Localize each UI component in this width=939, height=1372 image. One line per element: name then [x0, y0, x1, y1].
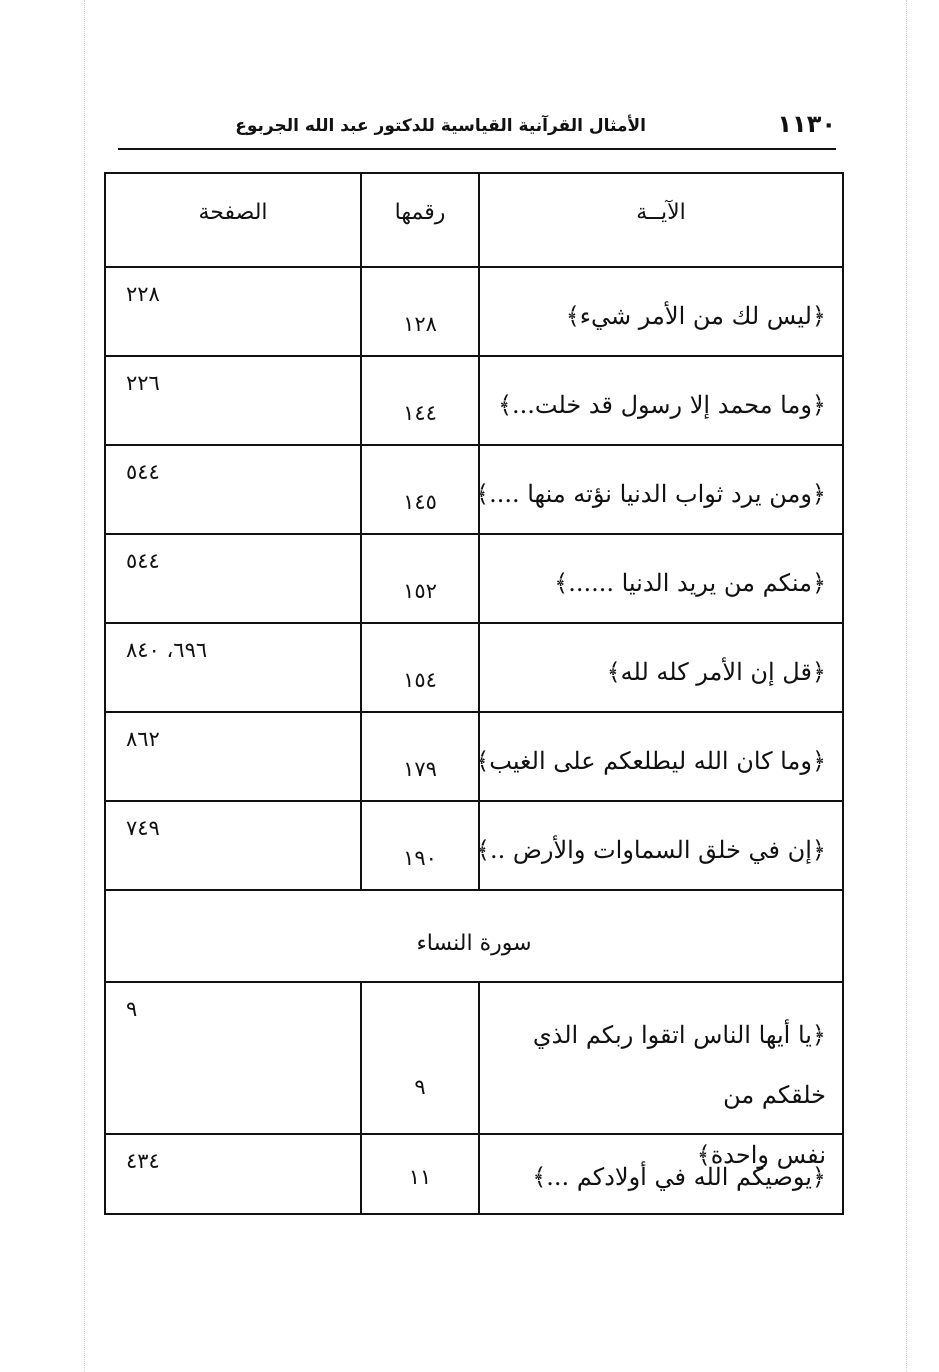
page-ref: ٢٢٦ [126, 371, 160, 395]
verse-text: ﴿إن في خلق السماوات والأرض ..﴾ [475, 836, 826, 864]
table-row [106, 802, 842, 891]
verse-text: ﴿ومن يرد ثواب الدنيا نؤته منها ....﴾ [475, 480, 826, 508]
page-header [118, 110, 836, 150]
page-ref: ٤٣٤ [126, 1149, 160, 1173]
verse-text: ﴿وما كان الله ليطلعكم على الغيب﴾ [475, 747, 826, 775]
verse-line: نفس واحدة﴾ [696, 1141, 826, 1169]
page-ref: ٥٤٤ [126, 460, 160, 484]
verse-text: ﴿قل إن الأمر كله لله﴾ [606, 658, 826, 686]
table-row [106, 535, 842, 624]
page-number: ١١٣٠ [777, 110, 836, 138]
verse-number: ١٤٥ [403, 490, 437, 514]
verse-number: ١٥٤ [403, 668, 437, 692]
table-header-row [106, 174, 842, 268]
header-cell-number: رقمها [360, 174, 478, 266]
header-cell-page: الصفحة [198, 200, 268, 225]
verse-number: ١٥٢ [403, 579, 437, 603]
page-ref: ٥٤٤ [126, 549, 160, 573]
header-cell-verse: الآيــة [478, 174, 842, 266]
table-row [106, 268, 842, 357]
section-row [106, 891, 842, 983]
verse-line: ﴿يا أيها الناس اتقوا ربكم الذي خلقكم من [532, 1021, 826, 1109]
table-row [106, 624, 842, 713]
verse-text: ﴿منكم من يريد الدنيا ......﴾ [554, 569, 826, 597]
page-ref: ٦٩٦، ٨٤٠ [126, 638, 208, 662]
verse-number: ١٢٨ [403, 312, 437, 336]
verse-number: ١٤٤ [403, 401, 437, 425]
table-row [106, 357, 842, 446]
page-ref: ٨٦٢ [126, 727, 160, 751]
verse-text: ﴿ليس لك من الأمر شيء﴾ [565, 302, 826, 330]
verse-text: ﴿يوصيكم الله في أولادكم ...﴾ [532, 1163, 826, 1191]
table-row [106, 446, 842, 535]
verse-index-table [104, 172, 844, 1215]
verse-number: ١١ [408, 1165, 432, 1189]
table-row [106, 1135, 842, 1215]
verse-number: ١٩٠ [403, 846, 437, 870]
table-row [106, 713, 842, 802]
page-ref: ٧٤٩ [126, 816, 160, 840]
verse-number: ١٧٩ [403, 757, 437, 781]
surah-title: سورة النساء [416, 931, 532, 956]
verse-number: ٩ [414, 1075, 426, 1099]
running-title: الأمثال القرآنية القياسية للدكتور عبد الله الجربوع [235, 116, 646, 136]
verse-text: ﴿وما محمد إلا رسول قد خلت...﴾ [497, 391, 826, 419]
page-ref: ٩ [126, 997, 138, 1021]
page-ref: ٢٢٨ [126, 282, 160, 306]
